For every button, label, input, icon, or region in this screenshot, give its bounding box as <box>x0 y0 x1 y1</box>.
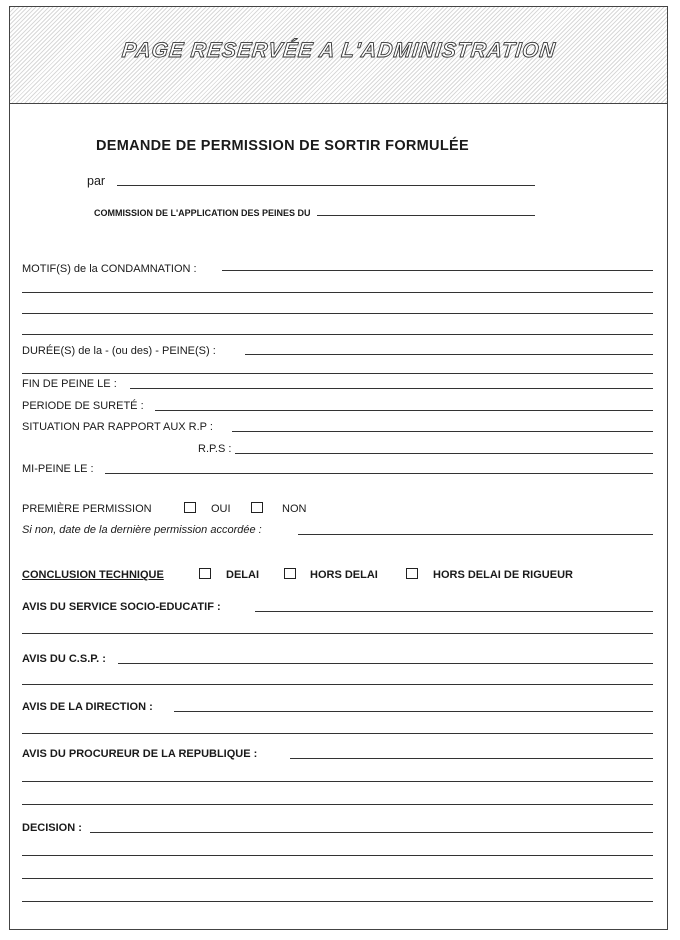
mi-peine-label: MI-PEINE LE : <box>22 463 94 475</box>
duree-label: DURÉE(S) de la - (ou des) - PEINE(S) : <box>22 345 216 357</box>
motif-line-3[interactable] <box>22 313 653 314</box>
avis-socio-line-2[interactable] <box>22 633 653 634</box>
header-title: PAGE RESERVÉE A L'ADMINISTRATION <box>120 39 557 62</box>
fin-peine-label: FIN DE PEINE LE : <box>22 378 117 390</box>
fin-peine-field[interactable] <box>130 388 653 389</box>
decision-field[interactable] <box>90 832 653 833</box>
decision-line-4[interactable] <box>22 901 653 902</box>
avis-procureur-line-2[interactable] <box>22 781 653 782</box>
avis-procureur-line-3[interactable] <box>22 804 653 805</box>
mi-peine-field[interactable] <box>105 473 653 474</box>
conclusion-technique-label: CONCLUSION TECHNIQUE <box>22 569 164 581</box>
decision-line-3[interactable] <box>22 878 653 879</box>
delai-label: DELAI <box>226 569 259 581</box>
oui-label: OUI <box>211 503 231 515</box>
par-label: par <box>87 174 106 188</box>
motif-field[interactable] <box>222 270 653 271</box>
motif-label: MOTIF(S) de la CONDAMNATION : <box>22 263 197 275</box>
decision-line-2[interactable] <box>22 855 653 856</box>
periode-surete-field[interactable] <box>155 410 653 411</box>
non-checkbox[interactable] <box>251 502 263 513</box>
hors-delai-label: HORS DELAI <box>310 569 378 581</box>
hors-delai-rigueur-label: HORS DELAI DE RIGUEUR <box>433 569 573 581</box>
avis-socio-label: AVIS DU SERVICE SOCIO-EDUCATIF : <box>22 601 221 613</box>
avis-csp-line-2[interactable] <box>22 684 653 685</box>
premiere-permission-label: PREMIÈRE PERMISSION <box>22 503 152 515</box>
avis-direction-line-2[interactable] <box>22 733 653 734</box>
commission-field[interactable] <box>317 215 535 216</box>
form-title: DEMANDE DE PERMISSION DE SORTIR FORMULÉE <box>96 138 469 154</box>
avis-direction-field[interactable] <box>174 711 653 712</box>
situation-field[interactable] <box>232 431 653 432</box>
situation-label: SITUATION PAR RAPPORT AUX R.P : <box>22 421 213 433</box>
avis-procureur-field[interactable] <box>290 758 653 759</box>
duree-line-2[interactable] <box>22 373 653 374</box>
motif-line-4[interactable] <box>22 334 653 335</box>
delai-checkbox[interactable] <box>199 568 211 579</box>
par-field[interactable] <box>117 185 535 186</box>
derniere-permission-field[interactable] <box>298 534 653 535</box>
admin-header-band <box>10 7 667 104</box>
rps-label: R.P.S : <box>198 443 232 455</box>
decision-label: DECISION : <box>22 822 82 834</box>
commission-label: COMMISSION DE L'APPLICATION DES PEINES DU <box>94 208 311 218</box>
avis-csp-label: AVIS DU C.S.P. : <box>22 653 106 665</box>
avis-direction-label: AVIS DE LA DIRECTION : <box>22 701 153 713</box>
hors-delai-checkbox[interactable] <box>284 568 296 579</box>
avis-procureur-label: AVIS DU PROCUREUR DE LA REPUBLIQUE : <box>22 748 258 760</box>
periode-surete-label: PERIODE DE SURETÉ : <box>22 400 144 412</box>
rps-field[interactable] <box>235 453 653 454</box>
form-frame <box>9 6 668 930</box>
motif-line-2[interactable] <box>22 292 653 293</box>
hors-delai-rigueur-checkbox[interactable] <box>406 568 418 579</box>
non-label: NON <box>282 503 307 515</box>
si-non-label: Si non, date de la dernière permission accordée : <box>22 524 262 536</box>
oui-checkbox[interactable] <box>184 502 196 513</box>
duree-field[interactable] <box>245 354 653 355</box>
avis-socio-field[interactable] <box>255 611 653 612</box>
avis-csp-field[interactable] <box>118 663 653 664</box>
